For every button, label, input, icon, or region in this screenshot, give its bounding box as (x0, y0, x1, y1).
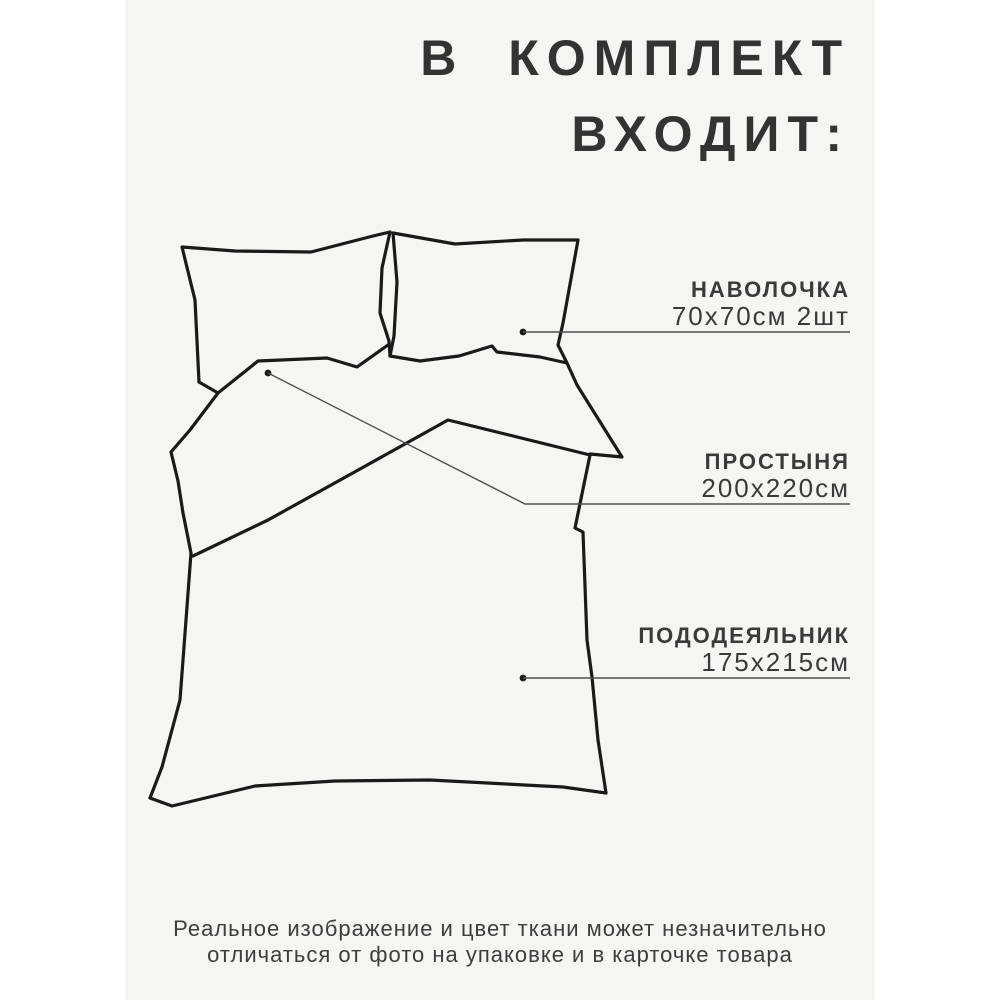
duvet-right-edge (575, 455, 606, 793)
item-size-sheet: 200х220см (701, 473, 850, 503)
right-pillow-outline (390, 233, 578, 363)
item-size-duvet: 175х215см (701, 647, 850, 677)
callout-pillowcase (672, 278, 850, 330)
item-name-sheet: ПРОСТЫНЯ (704, 449, 850, 474)
pillow-crease-right (390, 233, 397, 356)
item-size-pillowcase: 70х70см 2шт (671, 301, 850, 331)
infographic-panel (125, 0, 875, 1000)
disclaimer-text (125, 916, 875, 968)
callout-duvet (638, 624, 850, 676)
duvet-left-edge (150, 393, 218, 798)
callout-sheet (701, 450, 850, 502)
page-title (150, 20, 850, 172)
item-name-pillowcase: НАВОЛОЧКА (690, 277, 850, 302)
disclaimer-line1: Реальное изображение и цвет ткани может незначительно (173, 916, 827, 941)
item-name-duvet: ПОДОДЕЯЛЬНИК (638, 623, 850, 648)
duvet-bottom-edge (150, 780, 606, 806)
sheet-right-edge (567, 363, 622, 457)
pillow-crease-left (380, 232, 390, 356)
disclaimer-line2: отличаться от фото на упаковке и в карточке товара (207, 942, 793, 967)
duvet-fold-edge (193, 420, 590, 556)
page-title-line2: ВХОДИТ: (571, 106, 850, 162)
page-title-line1: В КОМПЛЕКТ (420, 30, 850, 86)
